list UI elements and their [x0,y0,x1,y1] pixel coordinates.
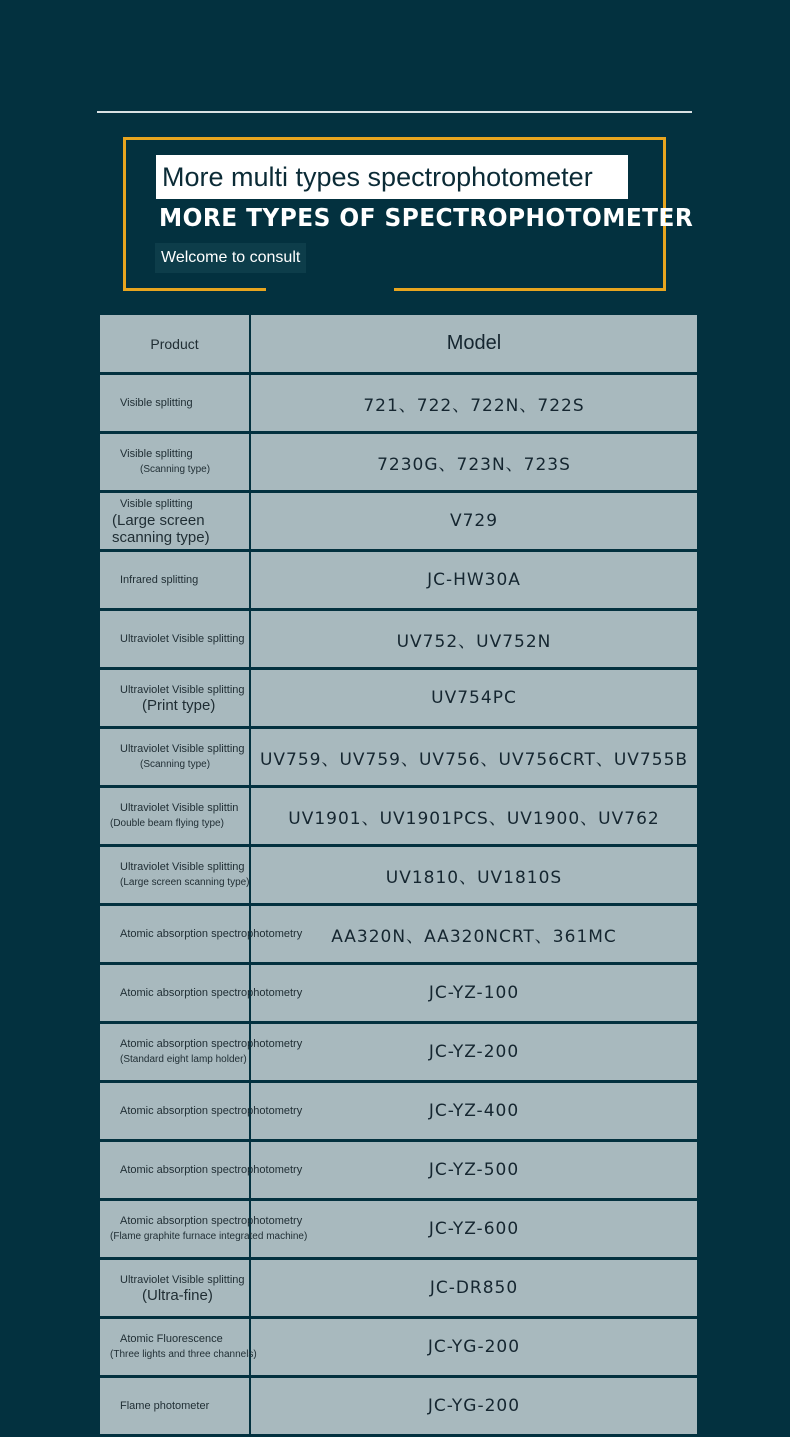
table-row [100,847,697,903]
product-name: Visible splitting [120,498,193,510]
product-subtype: (Three lights and three channels) [110,1349,257,1360]
model-cell [251,1319,697,1375]
model-value: V729 [449,511,499,531]
product-name: Atomic absorption spectrophotometry [120,1215,303,1227]
table-row [100,493,697,549]
product-name: Atomic Fluorescence [120,1333,223,1345]
top-divider [97,111,692,113]
table-row [100,729,697,785]
model-cell [251,493,697,549]
product-name: Ultraviolet Visible splitting [120,861,245,873]
table-row [100,788,697,844]
table-row [100,1142,697,1198]
table-row [100,1201,697,1257]
table-row [100,375,697,431]
table-row [100,1024,697,1080]
header-model-label: Model [446,332,502,354]
banner-subtitle: MORE TYPES OF SPECTROPHOTOMETER [159,203,694,232]
product-cell [100,1201,308,1257]
table-row [100,434,697,490]
product-cell [100,493,251,549]
table-row [100,1260,697,1316]
table-row [100,965,697,1021]
model-cell [251,1378,697,1434]
product-name: Atomic absorption spectrophotometry [120,987,303,999]
model-value: JC-YZ-400 [428,1101,520,1121]
model-value: JC-DR850 [429,1278,519,1298]
product-table [100,315,697,1437]
model-value: 721、722、722N、722S [363,395,585,416]
table-row [100,552,697,608]
product-subtype: (Print type) [142,697,216,714]
product-name: Atomic absorption spectrophotometry [120,928,303,940]
table-row [100,611,697,667]
product-name: Ultraviolet Visible splitting [120,1274,245,1286]
table-row [100,1083,697,1139]
product-name: Ultraviolet Visible splitting [120,633,245,645]
product-name: Atomic absorption spectrophotometry [120,1105,303,1117]
table-body [100,375,697,1434]
model-value: UV759、UV759、UV756、UV756CRT、UV755B [259,749,689,770]
product-name: Atomic absorption spectrophotometry [120,1038,303,1050]
table-row [100,1378,697,1434]
model-cell [251,906,697,962]
model-value: UV754PC [431,688,517,708]
header-product [100,315,251,372]
product-cell [100,788,251,844]
model-value: JC-YZ-600 [428,1219,520,1239]
model-value: JC-YG-200 [427,1337,521,1357]
product-cell [100,729,251,785]
banner-frame-gap [266,283,394,295]
model-value: JC-YZ-500 [428,1160,520,1180]
model-value: UV1810、UV1810S [385,867,563,888]
product-cell [100,1024,303,1080]
model-cell [251,847,697,903]
product-name: Ultraviolet Visible splittin [120,802,239,814]
model-cell [251,1142,697,1198]
model-cell [251,1024,697,1080]
model-value: UV752、UV752N [396,631,552,652]
model-value: JC-YG-200 [427,1396,521,1416]
product-name: Ultraviolet Visible splitting [120,684,245,696]
product-name: Infrared splitting [120,574,199,586]
banner-title: More multi types spectrophotometer [156,155,628,199]
model-cell [251,1260,697,1316]
product-subtype: (Standard eight lamp holder) [120,1054,247,1065]
model-value: 7230G、723N、723S [377,454,571,475]
product-cell [100,906,303,962]
product-cell [100,1142,303,1198]
product-cell [100,847,251,903]
model-cell [251,375,697,431]
product-subtype: (Flame graphite furnace integrated machine) [110,1231,308,1242]
product-subtype: (Double beam flying type) [110,818,224,829]
model-value: AA320N、AA320NCRT、361MC [331,926,617,947]
product-cell [100,670,251,726]
product-subtype: (Scanning type) [140,759,211,770]
model-value: JC-YZ-100 [428,983,520,1003]
product-name: Visible splitting [120,397,193,409]
product-cell [100,1378,251,1434]
table-row [100,670,697,726]
table-header-row [100,315,697,372]
model-cell [251,434,697,490]
model-cell [251,552,697,608]
model-cell [251,965,697,1021]
header-product-label: Product [150,335,199,352]
model-cell [251,611,697,667]
welcome-text: Welcome to consult [155,243,306,273]
product-subtype: (Large screen scanning type) [112,512,210,546]
model-value: UV1901、UV1901PCS、UV1900、UV762 [288,808,660,829]
product-subtype: (Ultra-fine) [142,1287,213,1304]
model-value: JC-HW30A [427,570,521,590]
model-cell [251,788,697,844]
product-cell [100,611,251,667]
product-subtype: (Scanning type) [140,464,211,475]
model-cell [251,1201,697,1257]
product-name: Atomic absorption spectrophotometry [120,1164,303,1176]
product-cell [100,552,251,608]
product-cell [100,1260,251,1316]
product-name: Ultraviolet Visible splitting [120,743,245,755]
table-row [100,1319,697,1375]
table-row [100,906,697,962]
model-value: JC-YZ-200 [428,1042,520,1062]
product-name: Visible splitting [120,448,193,460]
header-model [251,315,697,372]
product-cell [100,1319,257,1375]
product-name: Flame photometer [120,1400,210,1412]
model-cell [251,670,697,726]
model-cell [251,1083,697,1139]
model-cell [251,729,697,785]
product-subtype: (Large screen scanning type) [120,877,250,888]
product-cell [100,434,251,490]
product-cell [100,1083,303,1139]
product-cell [100,375,251,431]
product-cell [100,965,303,1021]
